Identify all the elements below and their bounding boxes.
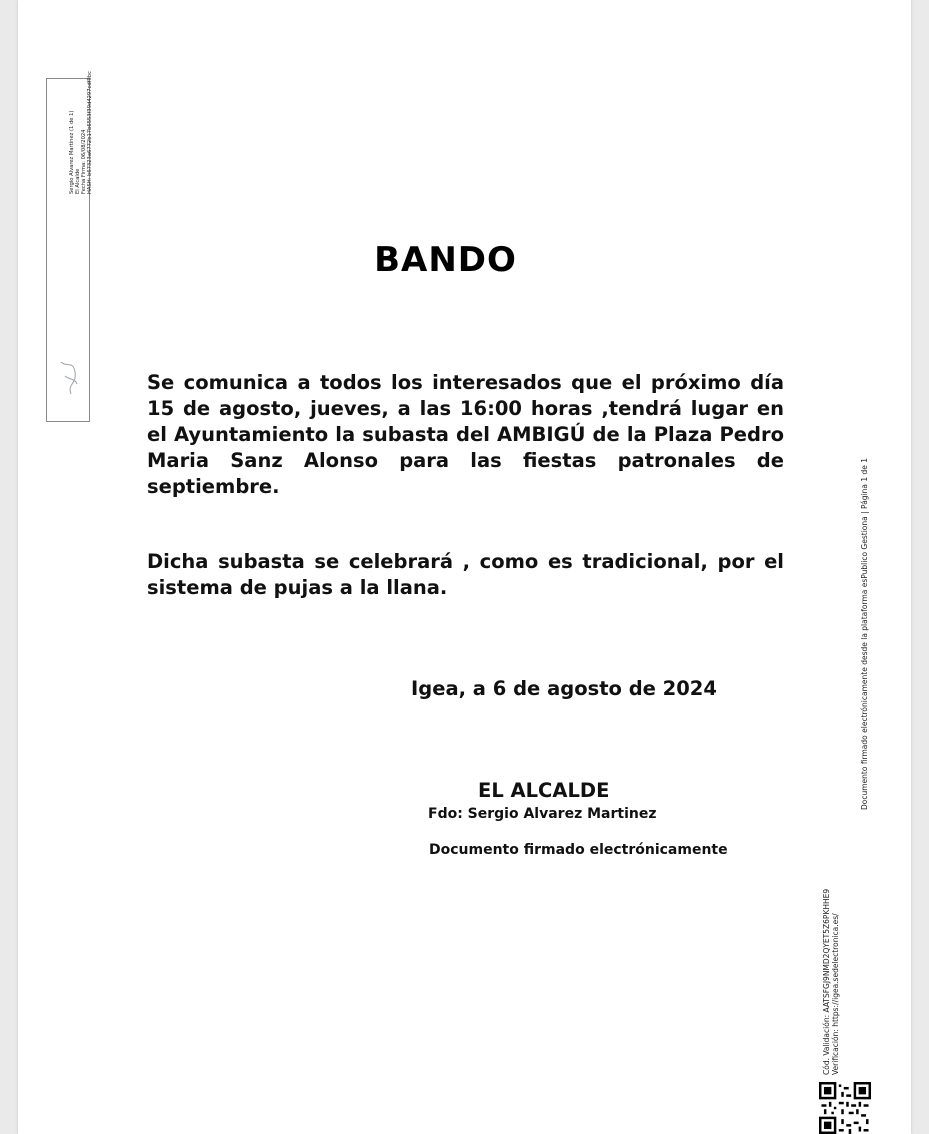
signature-scribble-icon <box>53 354 83 399</box>
date-line: Igea, a 6 de agosto de 2024 <box>411 677 717 700</box>
platform-note: Documento firmado electrónicamente desde la plataforma esPublico Gestiona | Página 1 de 1 <box>860 457 869 810</box>
document-page <box>18 0 911 1134</box>
signature-hash: HASH: b67323a6772b17b6553f39d4297cdf9bc <box>87 71 93 194</box>
document-title: BANDO <box>374 240 517 280</box>
verification-url[interactable]: Verificación: https://igea.sedelectronica.es/ <box>831 913 840 1075</box>
validation-code: Cód. Validación: AATSFGJ9NMD2QYET5Z6PKHHE9 <box>822 888 831 1075</box>
signature-signer: Sergio Alvarez Martinez (1 de 1) <box>69 110 75 194</box>
auction-method-paragraph: Dicha subasta se celebrará , como es tradicional, por el sistema de pujas a la llana. <box>147 550 784 599</box>
signature-date: Fecha Firma: 06/08/2024 <box>81 129 87 194</box>
signer-title: EL ALCALDE <box>478 779 610 802</box>
announcement-paragraph: Se comunica a todos los interesados que el próximo día 15 de agosto, jueves, a las 16:00 horas ,tendrá lugar en el Ayuntamiento la subasta del AMBIGÚ de la Plaza Pedro Maria Sanz Alonso para las fiestas patronales de septiembre. <box>147 371 784 498</box>
electronic-signature-note: Documento firmado electrónicamente <box>429 842 728 858</box>
qr-code-icon <box>819 1082 871 1134</box>
signer-name: Fdo: Sergio Alvarez Martinez <box>428 806 657 822</box>
signature-role: El Alcalde <box>75 168 81 194</box>
